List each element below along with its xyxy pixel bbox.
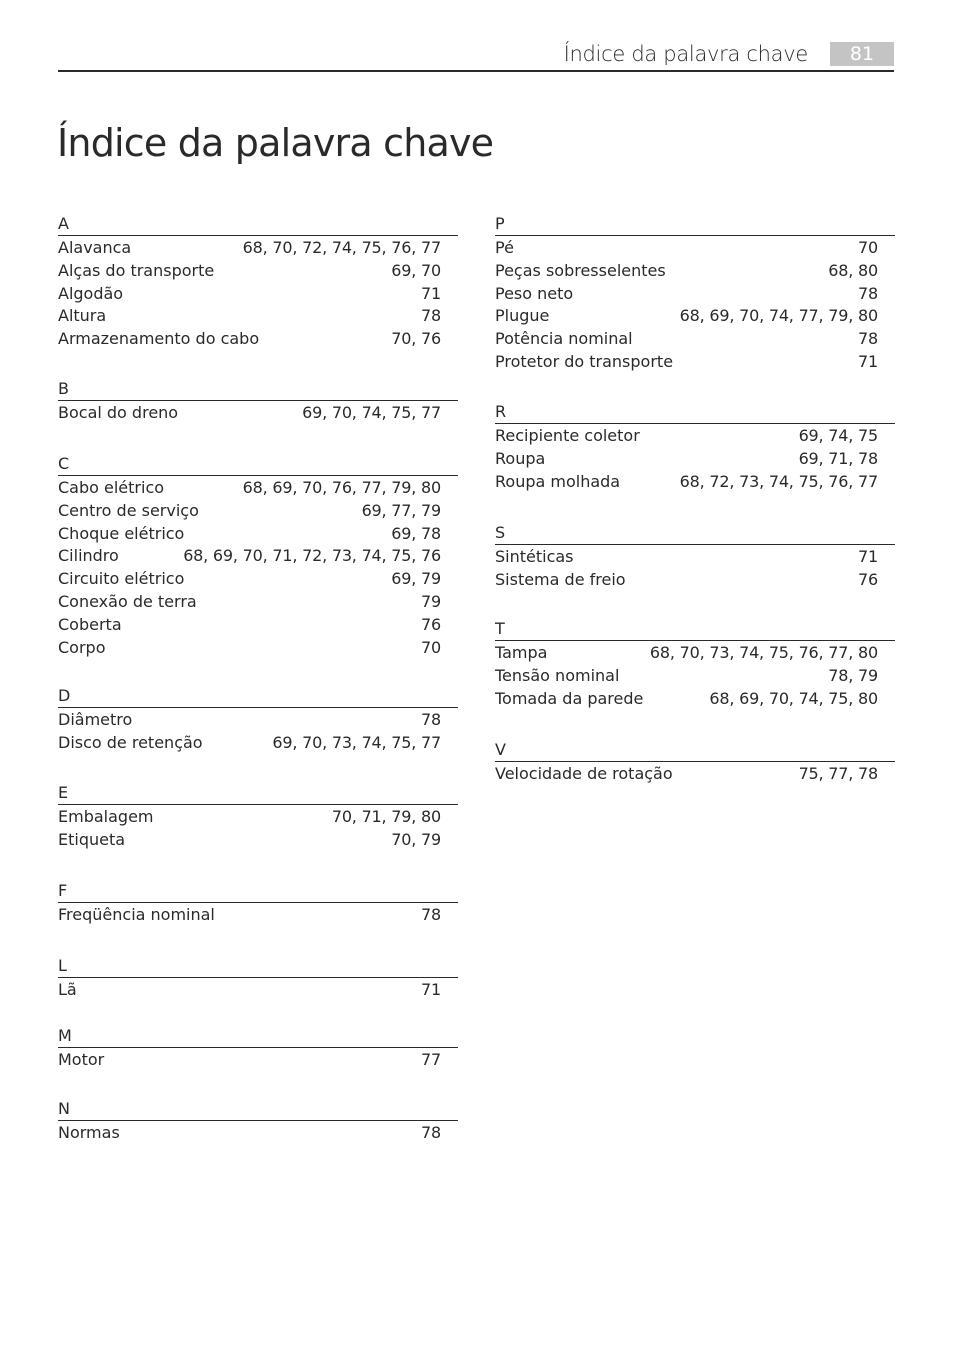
index-page-refs: 79 xyxy=(421,591,441,611)
index-term: Armazenamento do cabo xyxy=(58,329,260,349)
index-term: Cabo elétrico xyxy=(58,478,165,497)
section-letter: D xyxy=(58,684,458,708)
index-page-refs: 68, 80 xyxy=(828,260,878,280)
index-entry xyxy=(495,350,895,373)
index-page-refs: 68, 72, 73, 74, 75, 76, 77 xyxy=(679,471,878,491)
index-section-m xyxy=(58,1024,458,1071)
index-entry xyxy=(58,236,458,259)
index-page-refs: 68, 69, 70, 74, 77, 79, 80 xyxy=(679,306,878,326)
index-page-refs: 69, 70 xyxy=(391,260,441,280)
index-entry xyxy=(495,259,895,282)
section-letter: T xyxy=(495,617,895,641)
index-term: Velocidade de rotação xyxy=(495,764,673,783)
index-term: Algodão xyxy=(58,283,124,303)
section-letter: E xyxy=(58,781,458,805)
index-entry xyxy=(495,762,895,785)
section-letter: R xyxy=(495,400,895,424)
section-letter: F xyxy=(58,879,458,903)
index-entry xyxy=(495,327,895,350)
index-entry xyxy=(58,567,458,590)
index-entry xyxy=(58,401,458,424)
index-page-refs: 70 xyxy=(858,238,878,257)
index-section-p xyxy=(495,212,895,373)
index-page-refs: 69, 71, 78 xyxy=(798,448,878,468)
index-entry xyxy=(495,424,895,447)
index-term: Lã xyxy=(58,980,77,999)
index-term: Roupa xyxy=(495,448,546,468)
index-entry xyxy=(58,304,458,327)
page-number: 81 xyxy=(830,42,894,66)
index-page-refs: 78 xyxy=(421,1123,441,1142)
index-term: Peso neto xyxy=(495,283,574,303)
index-page-refs: 71 xyxy=(421,283,441,303)
index-entry xyxy=(495,568,895,591)
index-entry xyxy=(58,731,458,754)
index-entry xyxy=(58,978,458,1001)
index-term: Centro de serviço xyxy=(58,500,199,520)
section-letter: V xyxy=(495,738,895,762)
index-section-n xyxy=(58,1097,458,1144)
index-term: Alavanca xyxy=(58,238,132,257)
index-page-refs: 69, 78 xyxy=(391,523,441,543)
index-page-refs: 69, 74, 75 xyxy=(798,426,878,445)
index-page-refs: 71 xyxy=(858,547,878,566)
index-page-refs: 68, 69, 70, 71, 72, 73, 74, 75, 76 xyxy=(183,546,441,566)
index-page-refs: 76 xyxy=(858,569,878,589)
index-page-refs: 71 xyxy=(421,980,441,999)
index-page-refs: 69, 70, 73, 74, 75, 77 xyxy=(272,732,441,752)
index-term: Freqüência nominal xyxy=(58,905,215,924)
page-header xyxy=(58,40,894,72)
page-title: Índice da palavra chave xyxy=(57,121,494,165)
index-term: Embalagem xyxy=(58,807,154,826)
index-entry xyxy=(58,903,458,926)
index-entry xyxy=(58,613,458,636)
index-section-r xyxy=(495,400,895,492)
index-entry xyxy=(58,636,458,659)
index-page-refs: 70, 71, 79, 80 xyxy=(331,807,441,826)
index-section-t xyxy=(495,617,895,709)
index-page-refs: 71 xyxy=(858,351,878,371)
index-section-s xyxy=(495,521,895,591)
index-entry xyxy=(495,687,895,710)
index-page-refs: 75, 77, 78 xyxy=(798,764,878,783)
index-page-refs: 78 xyxy=(421,306,441,326)
section-letter: A xyxy=(58,212,458,236)
index-term: Peças sobresselentes xyxy=(495,260,666,280)
index-term: Cilindro xyxy=(58,546,119,566)
index-section-v xyxy=(495,738,895,785)
section-letter: L xyxy=(58,954,458,978)
index-page-refs: 68, 70, 73, 74, 75, 76, 77, 80 xyxy=(649,643,878,662)
index-term: Roupa molhada xyxy=(495,471,621,491)
index-term: Tensão nominal xyxy=(495,665,620,685)
index-entry xyxy=(58,1048,458,1071)
index-entry xyxy=(495,664,895,687)
index-page-refs: 78 xyxy=(858,283,878,303)
index-page-refs: 69, 79 xyxy=(391,569,441,589)
index-page-refs: 68, 69, 70, 74, 75, 80 xyxy=(709,688,878,708)
index-page-refs: 69, 70, 74, 75, 77 xyxy=(302,403,441,422)
index-page-refs: 78, 79 xyxy=(828,665,878,685)
index-entry xyxy=(495,282,895,305)
index-entry xyxy=(58,282,458,305)
index-entry xyxy=(58,708,458,731)
section-letter: M xyxy=(58,1024,458,1048)
index-entry xyxy=(58,1121,458,1144)
index-term: Circuito elétrico xyxy=(58,569,185,589)
index-entry xyxy=(58,805,458,828)
index-entry xyxy=(58,259,458,282)
index-entry xyxy=(495,236,895,259)
index-term: Protetor do transporte xyxy=(495,351,674,371)
index-term: Normas xyxy=(58,1123,120,1142)
index-entry xyxy=(58,327,458,350)
index-entry xyxy=(495,641,895,664)
index-page-refs: 70 xyxy=(421,637,441,657)
index-entry xyxy=(58,544,458,567)
index-page-refs: 70, 79 xyxy=(391,829,441,849)
index-page-refs: 78 xyxy=(421,905,441,924)
section-letter: P xyxy=(495,212,895,236)
index-term: Motor xyxy=(58,1050,105,1069)
index-term: Plugue xyxy=(495,306,550,326)
index-page-refs: 69, 77, 79 xyxy=(361,500,441,520)
index-entry xyxy=(58,499,458,522)
index-term: Sistema de freio xyxy=(495,569,626,589)
section-letter: S xyxy=(495,521,895,545)
index-section-a xyxy=(58,212,458,350)
index-term: Tampa xyxy=(495,643,548,662)
index-entry xyxy=(58,476,458,499)
index-term: Recipiente coletor xyxy=(495,426,640,445)
index-page-refs: 77 xyxy=(421,1050,441,1069)
index-entry xyxy=(58,828,458,851)
index-section-d xyxy=(58,684,458,754)
index-section-c xyxy=(58,452,458,658)
index-page-refs: 76 xyxy=(421,614,441,634)
index-entry xyxy=(495,470,895,493)
index-term: Choque elétrico xyxy=(58,523,185,543)
index-term: Bocal do dreno xyxy=(58,403,179,422)
index-term: Sintéticas xyxy=(495,547,574,566)
index-term: Diâmetro xyxy=(58,710,133,729)
section-letter: B xyxy=(58,377,458,401)
index-term: Etiqueta xyxy=(58,829,126,849)
section-letter: N xyxy=(58,1097,458,1121)
index-term: Potência nominal xyxy=(495,329,633,349)
index-term: Corpo xyxy=(58,637,106,657)
index-page-refs: 78 xyxy=(421,710,441,729)
index-term: Pé xyxy=(495,238,514,257)
index-section-l xyxy=(58,954,458,1001)
index-section-b xyxy=(58,377,458,424)
running-title: Índice da palavra chave xyxy=(563,42,808,66)
index-term: Altura xyxy=(58,306,107,326)
index-section-e xyxy=(58,781,458,851)
index-entry xyxy=(495,447,895,470)
index-term: Coberta xyxy=(58,614,122,634)
index-section-f xyxy=(58,879,458,926)
section-letter: C xyxy=(58,452,458,476)
index-page-refs: 68, 69, 70, 76, 77, 79, 80 xyxy=(242,478,441,497)
index-entry xyxy=(495,304,895,327)
index-term: Tomada da parede xyxy=(495,688,644,708)
index-term: Disco de retenção xyxy=(58,732,203,752)
index-term: Alças do transporte xyxy=(58,260,215,280)
index-entry xyxy=(58,522,458,545)
index-page-refs: 78 xyxy=(858,329,878,349)
index-page-refs: 70, 76 xyxy=(391,329,441,349)
index-term: Conexão de terra xyxy=(58,591,197,611)
index-page-refs: 68, 70, 72, 74, 75, 76, 77 xyxy=(242,238,441,257)
index-entry xyxy=(58,590,458,613)
index-entry xyxy=(495,545,895,568)
